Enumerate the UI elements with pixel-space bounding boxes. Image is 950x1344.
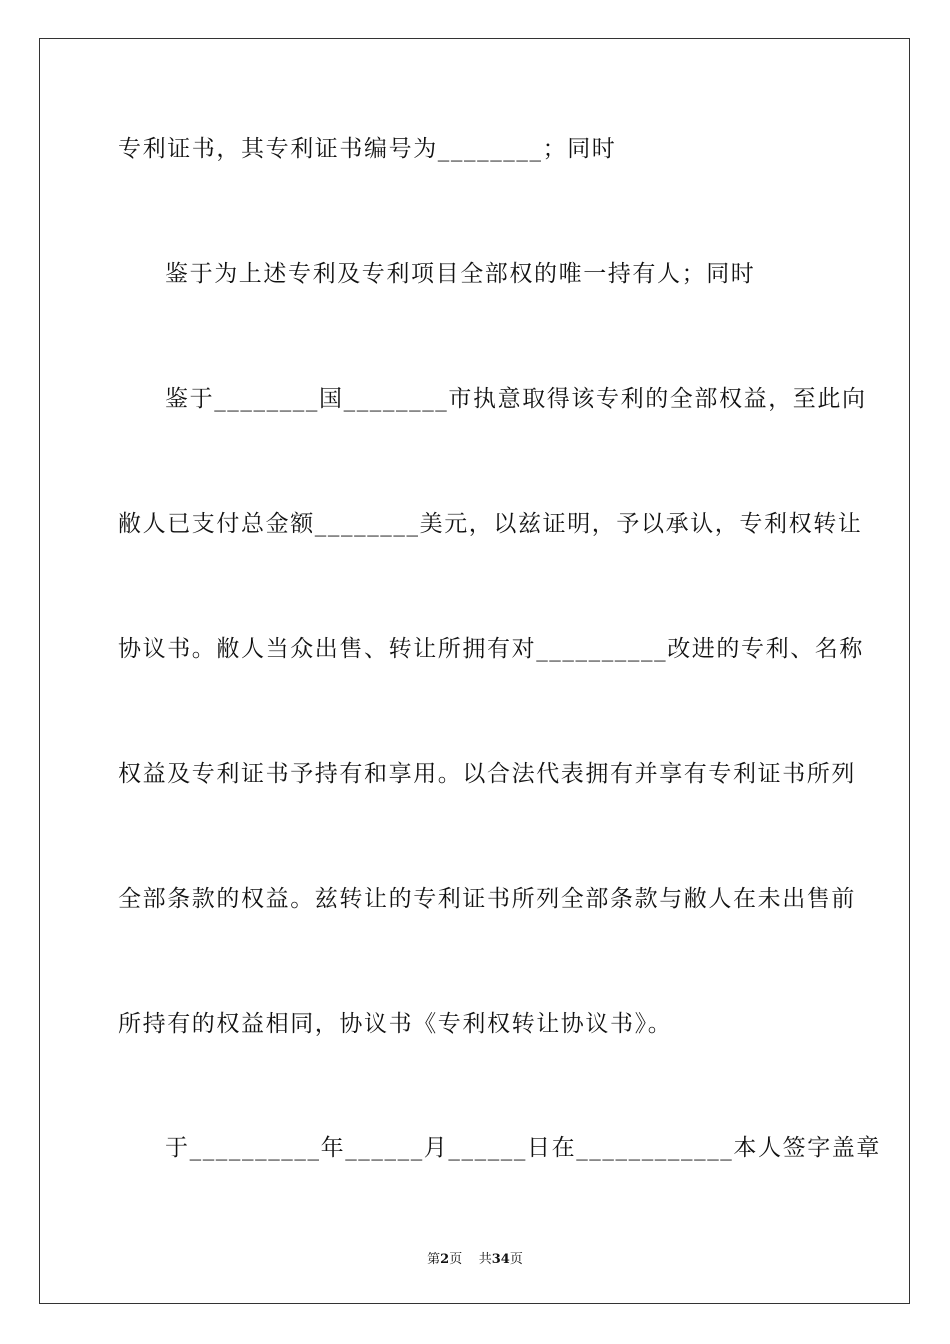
document-line-1: 专利证书，其专利证书编号为________；同时	[118, 136, 617, 162]
total-pages: 34	[491, 1252, 510, 1267]
page-footer	[0, 1248, 950, 1267]
total-suffix: 页	[509, 1252, 523, 1267]
document-line-4: 敝人已支付总金额________美元，以兹证明，予以承认，专利权转让	[118, 511, 863, 537]
page-number: 2	[440, 1252, 450, 1267]
page-suffix: 页	[449, 1252, 463, 1267]
page-prefix: 第	[427, 1252, 441, 1267]
document-line-2: 鉴于为上述专利及专利项目全部权的唯一持有人；同时	[165, 261, 756, 287]
document-line-5: 协议书。敝人当众出售、转让所拥有对__________改进的专利、名称	[118, 636, 864, 662]
document-line-6: 权益及专利证书予持有和享用。以合法代表拥有并享有专利证书所列	[118, 761, 856, 787]
page-border	[39, 38, 910, 1304]
total-prefix: 共	[478, 1252, 492, 1267]
document-line-9: 于__________年______月______日在____________本人签字盖章	[165, 1135, 881, 1161]
document-line-3: 鉴于________国________市执意取得该专利的全部权益，至此向	[165, 386, 867, 412]
document-line-7: 全部条款的权益。兹转让的专利证书所列全部条款与敝人在未出售前	[118, 886, 856, 912]
document-line-8: 所持有的权益相同，协议书《专利权转让协议书》。	[118, 1011, 673, 1037]
